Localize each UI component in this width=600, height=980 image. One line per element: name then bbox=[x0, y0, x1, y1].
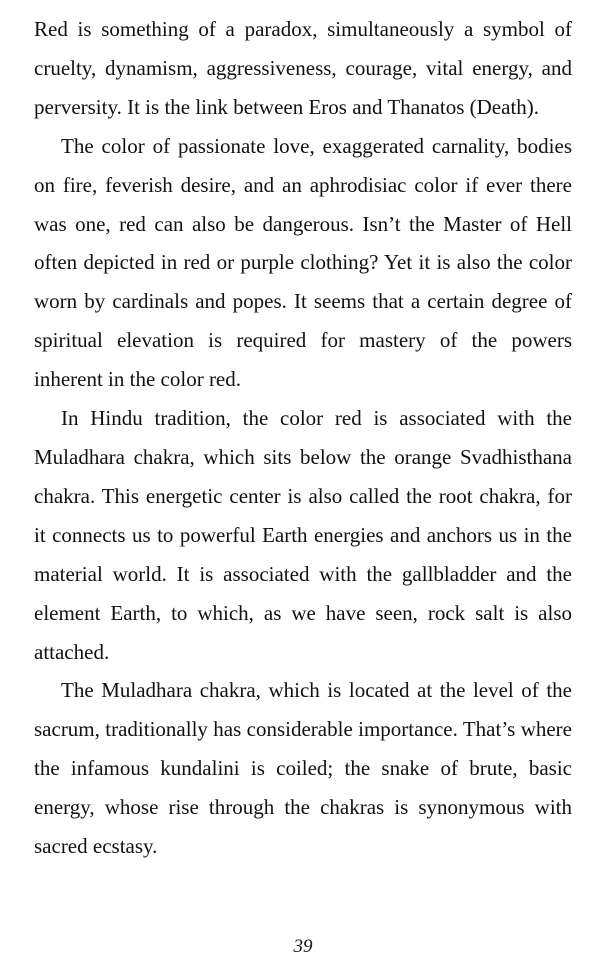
paragraph-1: Red is something of a paradox, simultaneously a symbol of cruelty, dynamism, aggressiveness, courage, vital energy, and perversity. It is the link between Eros and Thanatos (Death). bbox=[34, 17, 572, 119]
paragraph-4: The Muladhara chakra, which is located at the level of the sacrum, traditionally has considerable importance. That’s where the infamous kundalini is coiled; the snake of brute, basic energy, whose rise through the chakras is synonymous with sacred ecstasy. bbox=[34, 678, 572, 859]
body-text bbox=[34, 10, 572, 866]
page-number: 39 bbox=[293, 936, 313, 957]
book-page bbox=[34, 10, 572, 970]
paragraph-3: In Hindu tradition, the color red is associated with the Muladhara chakra, which sits below the orange Svadhisthana chakra. This energetic center is also called the root chakra, for it connects us to powerful Earth energies and anchors us in the material world. It is associated with the gallbladder and the element Earth, to which, as we have seen, rock salt is also attached. bbox=[34, 406, 572, 664]
paragraph-2: The color of passionate love, exaggerated carnality, bodies on fire, feverish desire, and an aphrodisiac color if ever there was one, red can also be dangerous. Isn’t the Master of Hell often depicted in red or purple clothing? Yet it is also the color worn by cardinals and popes. It seems that a certain degree of spiritual elevation is required for mastery of the powers inherent in the color red. bbox=[34, 133, 572, 392]
